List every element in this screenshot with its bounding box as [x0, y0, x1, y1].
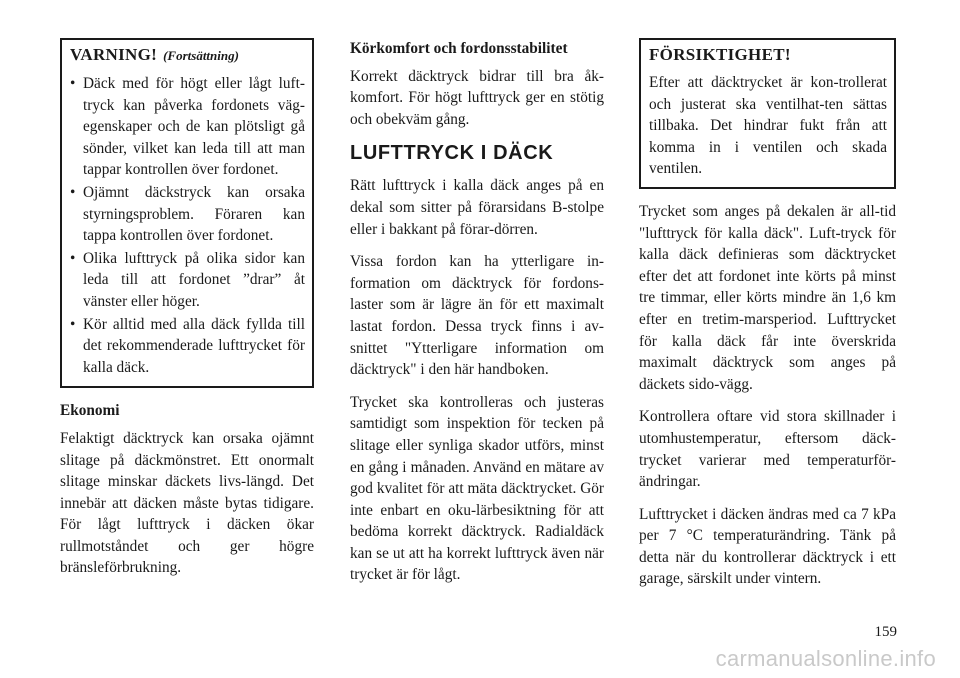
caution-text: Efter att däcktrycket är kon-trollerat och justerat ska ventilhat-ten sättas tillbaka. Det hindrar fukt från att komma in i ventilen och skada ventilen. [649, 74, 887, 178]
body-paragraph: Trycket som anges på dekalen är all-tid "lufttryck för kalla däck". Luft-tryck för kalla däck definieras som däcktrycket efter det att fordonet inte körts på minst tre timmar, eller körts mindre än 1,6 km efter en tretim-marsperiod. Lufttrycket för kalla däck får inte överskrida maximalt däcktryck som anges på däckets sido-vägg. [639, 202, 896, 393]
section-paragraph: Rätt lufttryck i kalla däck anges på en dekal som sitter på förarsidans B-stolpe eller i bakkant på förar-dörren. [350, 177, 604, 238]
warning-title [70, 44, 305, 67]
section-paragraph: Trycket ska kontrolleras och justeras samtidigt som inspektion för tecken på slitage eller synliga skador utförs, minst en gång i månaden. Använd en mätare av god kvalitet för att mäta däcktrycket. Gör inte enbart en oku-lärbesiktning för att bedöma korrekt däcktryck. Radialdäck kan se ut att ha korrekt lufttryck även när trycket är för lågt. [350, 393, 604, 584]
watermark: carmanualsonline.info [715, 646, 936, 671]
economy-heading: Ekonomi [60, 402, 120, 420]
warning-title-text: VARNING! [70, 45, 158, 64]
warning-item: • Däck med för högt eller lågt luft-tryck kan påverka fordonets väg-egenskaper och de kan plötsligt gå sönder, vilket kan leda till att man tappar kontrollen över fordonet. [70, 73, 305, 181]
warning-item: • Olika lufttryck på olika sidor kan leda till att fordonet ”drar” åt vänster eller höger. [70, 248, 305, 313]
comfort-heading: Körkomfort och fordonsstabilitet [350, 40, 568, 57]
page-number: 159 [874, 624, 897, 640]
caution-title: FÖRSIKTIGHET! [649, 45, 791, 64]
economy-paragraph: Felaktigt däcktryck kan orsaka ojämnt slitage på däckmönstret. Ett onormalt slitage minskar däckets livs-längd. Det innebär att däcken måste bytas tidigare. För lågt lufttryck i däcken ökar rullmotståndet och ger högre bränsleförbrukning. [60, 429, 314, 577]
caution-box [639, 38, 896, 189]
body-paragraph: Kontrollera oftare vid stora skillnader i utomhustemperatur, eftersom däck-trycket varierar med temperaturför-ändringar. [639, 408, 896, 491]
warning-list [70, 73, 305, 378]
section-paragraph: Vissa fordon kan ha ytterligare in-formation om däcktryck för fordons-laster som är lägre än för ett maximalt lastat fordon. Dessa tryck finns i av-snittet "Ytterligare information om däcktryck" i den här handboken. [350, 253, 604, 379]
column-middle [350, 38, 604, 597]
column-left [60, 38, 314, 590]
comfort-paragraph: Korrekt däcktryck bidrar till bra åk-komfort. För högt lufttryck ger en stötig och obekväm gång. [350, 67, 604, 128]
section-title: LUFTTRYCK I DÄCK [350, 142, 554, 165]
warning-box [60, 38, 314, 388]
warning-item: • Kör alltid med alla däck fyllda till det rekommenderade lufttrycket för kalla däck. [70, 314, 305, 379]
warning-item: • Ojämnt däckstryck kan orsaka styrningsproblem. Föraren kan tappa kontrollen över fordonet. [70, 182, 305, 247]
column-right [639, 38, 896, 601]
body-paragraph: Lufttrycket i däcken ändras med ca 7 kPa per 7 °C temperaturändring. Tänk på detta när du kontrollerar däcktryck i ett garage, särskilt under vintern. [639, 505, 896, 588]
warning-subtitle: (Fortsättning) [163, 48, 239, 63]
